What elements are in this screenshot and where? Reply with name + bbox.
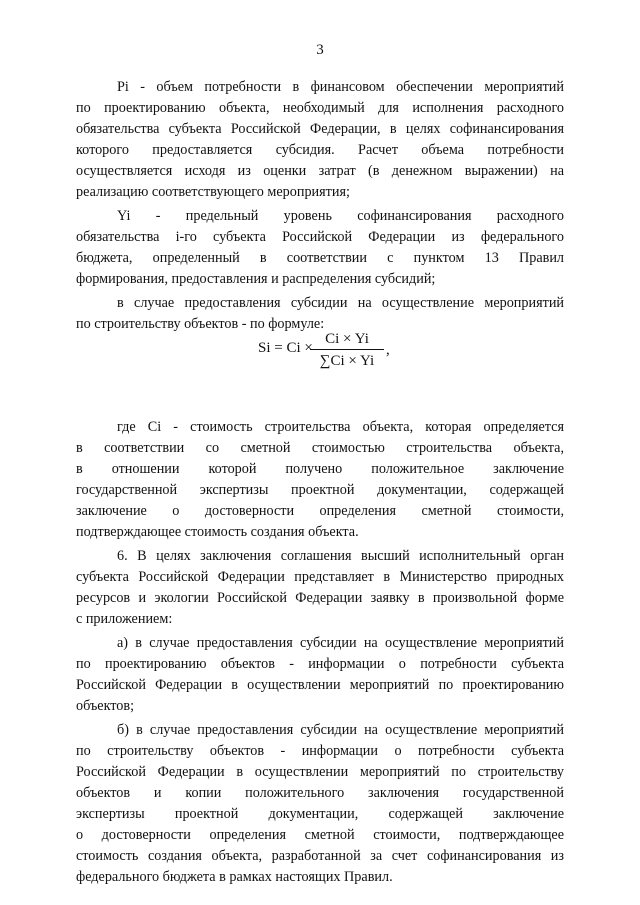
text-line: а) в случае предоставления субсидии на осуществление мероприятий: [117, 635, 564, 651]
text-line: объектов;: [76, 698, 135, 714]
text-line: по строительству объектов - по формуле:: [76, 316, 325, 332]
text-line: по проектированию объектов - информации о потребности субъекта: [76, 656, 564, 672]
text-line: стоимость создания объекта, разработанной за счет софинансирования из: [76, 848, 564, 864]
text-line: субъекта Российской Федерации представляет в Министерство природных: [76, 569, 564, 585]
text-line: в случае предоставления субсидии на осуществление мероприятий: [117, 295, 564, 311]
text-line: обязательства i-го субъекта Российской Федерации из федерального: [76, 229, 564, 245]
text-line: по проектированию объекта, необходимый для исполнения расходного: [76, 100, 564, 116]
text-line: бюджета, определенный в соответствии с пунктом 13 Правил: [76, 250, 564, 266]
text-line: в отношении которой получено положительное заключение: [76, 461, 564, 477]
text-line: ресурсов и экологии Российской Федерации заявку в произвольной форме: [76, 590, 564, 606]
text-line: Российской Федерации в осуществлении мероприятий по проектированию: [76, 677, 564, 693]
text-line: 6. В целях заключения соглашения высший исполнительный орган: [117, 548, 564, 564]
page-number: 3: [316, 42, 324, 58]
formula: [258, 330, 398, 372]
text-line: заключение о достоверности определения сметной стоимости,: [76, 503, 564, 519]
formula-numerator: Ci × Yi: [325, 331, 369, 347]
text-line: обязательства субъекта Российской Федерации, в целях софинансирования: [76, 121, 564, 137]
text-line: экспертизы проектной документации, содержащей заключение: [76, 806, 564, 822]
text-line: о достоверности определения сметной стоимости, подтверждающее: [76, 827, 564, 843]
text-line: реализацию соответствующего мероприятия;: [76, 184, 350, 200]
formula-comma: ,: [386, 342, 390, 358]
text-line: осуществляется исходя из оценки затрат (в денежном выражении) на: [76, 163, 564, 179]
text-line: федерального бюджета в рамках настоящих Правил.: [76, 869, 393, 885]
text-line: подтверждающее стоимость создания объекта.: [76, 524, 359, 540]
text-line: с приложением:: [76, 611, 173, 627]
text-line: б) в случае предоставления субсидии на осуществление мероприятий: [117, 722, 564, 738]
text-line: по строительству объектов - информации о потребности субъекта: [76, 743, 564, 759]
fraction-bar: [310, 349, 384, 350]
text-line: где Ci - стоимость строительства объекта, которая определяется: [117, 419, 564, 435]
text-line: в соответствии со сметной стоимостью строительства объекта,: [76, 440, 564, 456]
formula-lhs: Si = Ci ×: [258, 340, 313, 356]
text-line: государственной экспертизы проектной документации, содержащей: [76, 482, 564, 498]
text-line: которого предоставляется субсидия. Расчет объема потребности: [76, 142, 564, 158]
text-line: объектов и копии положительного заключения государственной: [76, 785, 564, 801]
text-line: Yi - предельный уровень софинансирования расходного: [117, 208, 564, 224]
text-line: формирования, предоставления и распределения субсидий;: [76, 271, 436, 287]
formula-fraction: [310, 330, 384, 371]
text-line: Российской Федерации в осуществлении мероприятий по строительству: [76, 764, 564, 780]
text-line: Pi - объем потребности в финансовом обеспечении мероприятий: [117, 79, 564, 95]
formula-denominator: ∑Ci × Yi: [319, 353, 375, 369]
